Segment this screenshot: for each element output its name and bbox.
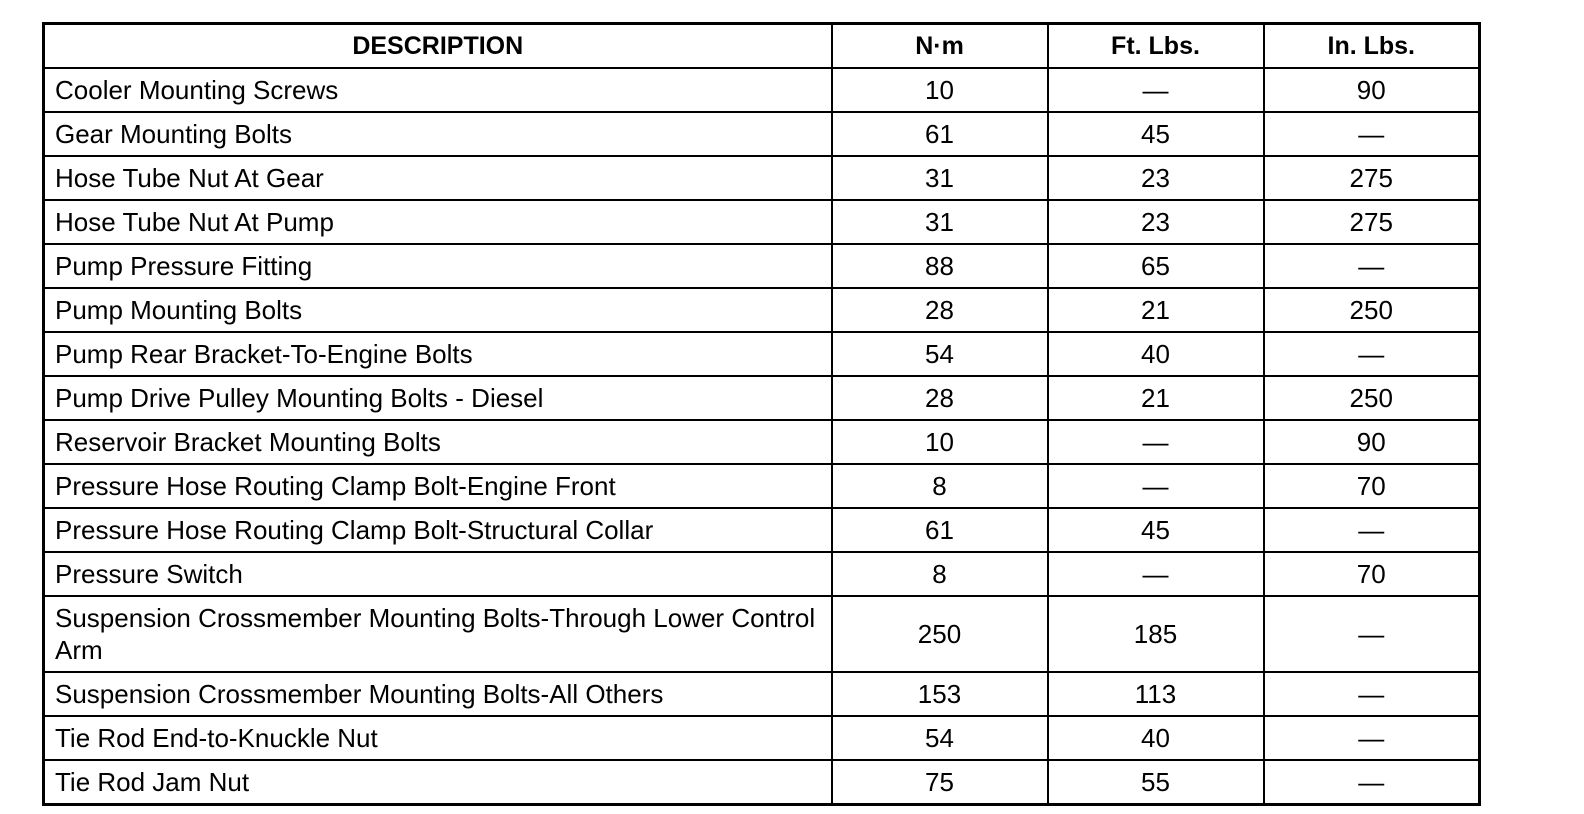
table-row xyxy=(44,716,1480,760)
cell-in-lbs: — xyxy=(1264,716,1480,760)
cell-ft-lbs: 21 xyxy=(1048,288,1264,332)
cell-description: Hose Tube Nut At Gear xyxy=(44,156,832,200)
cell-description: Pump Rear Bracket-To-Engine Bolts xyxy=(44,332,832,376)
cell-description: Pressure Switch xyxy=(44,552,832,596)
cell-nm: 153 xyxy=(832,672,1048,716)
cell-in-lbs: 250 xyxy=(1264,376,1480,420)
header-inch-pounds: In. Lbs. xyxy=(1264,24,1480,69)
cell-ft-lbs: 113 xyxy=(1048,672,1264,716)
cell-nm: 31 xyxy=(832,156,1048,200)
header-description: DESCRIPTION xyxy=(44,24,832,69)
table-row xyxy=(44,332,1480,376)
cell-in-lbs: 70 xyxy=(1264,464,1480,508)
table-row xyxy=(44,376,1480,420)
cell-in-lbs: 90 xyxy=(1264,420,1480,464)
cell-description: Cooler Mounting Screws xyxy=(44,68,832,112)
cell-nm: 28 xyxy=(832,376,1048,420)
cell-ft-lbs: 40 xyxy=(1048,332,1264,376)
cell-description: Pump Drive Pulley Mounting Bolts - Diesel xyxy=(44,376,832,420)
cell-in-lbs: — xyxy=(1264,760,1480,805)
cell-description: Hose Tube Nut At Pump xyxy=(44,200,832,244)
cell-nm: 88 xyxy=(832,244,1048,288)
table-row xyxy=(44,596,1480,672)
cell-description: Pressure Hose Routing Clamp Bolt-Structural Collar xyxy=(44,508,832,552)
table-row xyxy=(44,508,1480,552)
cell-nm: 75 xyxy=(832,760,1048,805)
cell-nm: 54 xyxy=(832,332,1048,376)
cell-ft-lbs: 23 xyxy=(1048,156,1264,200)
table-row xyxy=(44,200,1480,244)
cell-in-lbs: 250 xyxy=(1264,288,1480,332)
torque-spec-table xyxy=(42,22,1481,806)
cell-ft-lbs: 21 xyxy=(1048,376,1264,420)
cell-ft-lbs: 40 xyxy=(1048,716,1264,760)
header-newton-meters: N·m xyxy=(832,24,1048,69)
cell-in-lbs: 70 xyxy=(1264,552,1480,596)
cell-nm: 10 xyxy=(832,68,1048,112)
cell-ft-lbs: 55 xyxy=(1048,760,1264,805)
cell-ft-lbs: 185 xyxy=(1048,596,1264,672)
cell-nm: 31 xyxy=(832,200,1048,244)
cell-in-lbs: — xyxy=(1264,332,1480,376)
table-row xyxy=(44,552,1480,596)
cell-nm: 54 xyxy=(832,716,1048,760)
table-row xyxy=(44,112,1480,156)
table-row xyxy=(44,420,1480,464)
cell-description: Suspension Crossmember Mounting Bolts-All Others xyxy=(44,672,832,716)
cell-in-lbs: — xyxy=(1264,672,1480,716)
header-foot-pounds: Ft. Lbs. xyxy=(1048,24,1264,69)
cell-description: Pump Mounting Bolts xyxy=(44,288,832,332)
cell-in-lbs: — xyxy=(1264,244,1480,288)
cell-nm: 28 xyxy=(832,288,1048,332)
cell-ft-lbs: — xyxy=(1048,420,1264,464)
cell-description: Tie Rod End-to-Knuckle Nut xyxy=(44,716,832,760)
cell-in-lbs: 275 xyxy=(1264,200,1480,244)
cell-ft-lbs: 23 xyxy=(1048,200,1264,244)
cell-ft-lbs: 45 xyxy=(1048,112,1264,156)
cell-description: Gear Mounting Bolts xyxy=(44,112,832,156)
cell-description: Suspension Crossmember Mounting Bolts-Through Lower Control Arm xyxy=(44,596,832,672)
table-row xyxy=(44,68,1480,112)
cell-ft-lbs: — xyxy=(1048,552,1264,596)
cell-ft-lbs: 65 xyxy=(1048,244,1264,288)
cell-ft-lbs: — xyxy=(1048,464,1264,508)
header-row xyxy=(44,24,1480,69)
cell-in-lbs: — xyxy=(1264,112,1480,156)
table-row xyxy=(44,464,1480,508)
cell-description: Tie Rod Jam Nut xyxy=(44,760,832,805)
cell-description: Pump Pressure Fitting xyxy=(44,244,832,288)
table-row xyxy=(44,672,1480,716)
table-row xyxy=(44,156,1480,200)
cell-nm: 8 xyxy=(832,464,1048,508)
table-row xyxy=(44,244,1480,288)
cell-in-lbs: — xyxy=(1264,508,1480,552)
cell-nm: 61 xyxy=(832,112,1048,156)
cell-in-lbs: 90 xyxy=(1264,68,1480,112)
cell-in-lbs: 275 xyxy=(1264,156,1480,200)
cell-in-lbs: — xyxy=(1264,596,1480,672)
cell-description: Pressure Hose Routing Clamp Bolt-Engine Front xyxy=(44,464,832,508)
cell-description: Reservoir Bracket Mounting Bolts xyxy=(44,420,832,464)
cell-nm: 61 xyxy=(832,508,1048,552)
table-row xyxy=(44,288,1480,332)
cell-nm: 10 xyxy=(832,420,1048,464)
cell-ft-lbs: 45 xyxy=(1048,508,1264,552)
cell-nm: 8 xyxy=(832,552,1048,596)
cell-ft-lbs: — xyxy=(1048,68,1264,112)
cell-nm: 250 xyxy=(832,596,1048,672)
table-row xyxy=(44,760,1480,805)
